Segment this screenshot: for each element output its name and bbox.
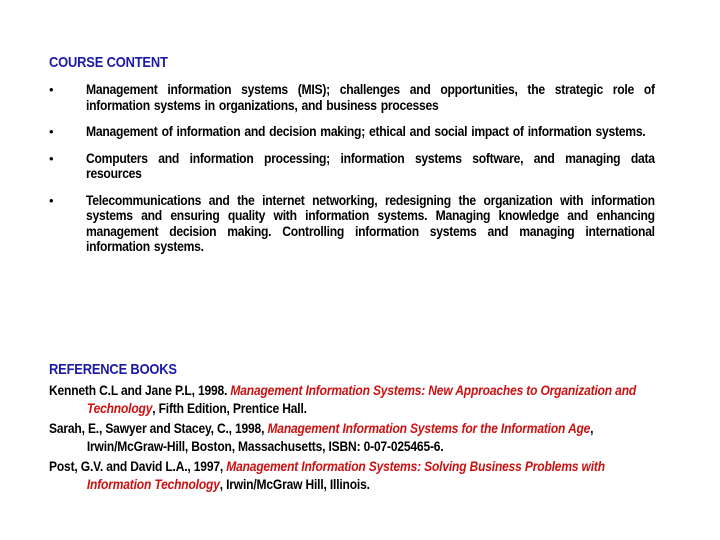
course-content-heading: COURSE CONTENT: [49, 54, 168, 71]
reference-list: [49, 381, 642, 495]
reference-books-heading: REFERENCE BOOKS: [49, 361, 177, 378]
reference-authors: Kenneth C.L and Jane P.L, 1998.: [49, 382, 231, 398]
reference-details: , Fifth Edition, Prentice Hall.: [152, 400, 307, 416]
reference-details: , Irwin/McGraw-Hill, Boston, Massachusetts, ISBN: 0-07-025465-6.: [86, 420, 594, 454]
reference-entry: [49, 457, 642, 493]
list-item: [49, 124, 657, 140]
reference-entry: [49, 381, 642, 417]
course-content-list: [49, 82, 657, 266]
reference-title: Management Information Systems: Solving Business Problems with Information Technology: [86, 458, 605, 492]
bullet-icon: •: [49, 150, 54, 166]
list-item-text: Computers and information processing; information systems software, and managing data resources: [86, 150, 655, 181]
reference-entry: [49, 419, 642, 455]
list-item-text: Management of information and decision making; ethical and social impact of information systems.: [86, 124, 646, 139]
list-item: [49, 193, 657, 255]
bullet-icon: •: [49, 82, 54, 97]
bullet-icon: •: [49, 192, 54, 208]
reference-title: Management Information Systems for the Information Age: [267, 420, 591, 436]
list-item: [49, 151, 657, 182]
reference-authors: Sarah, E., Sawyer and Stacey, C., 1998,: [49, 420, 268, 436]
reference-title: Management Information Systems: New Approaches to Organization and Technology: [86, 382, 637, 416]
list-item-text: Management information systems (MIS); challenges and opportunities, the strategic role of information systems in organizations, and business processes: [86, 82, 655, 113]
reference-authors: Post, G.V. and David L.A., 1997,: [49, 458, 227, 474]
list-item: [49, 82, 657, 113]
reference-details: , Irwin/McGraw Hill, Illinois.: [219, 476, 370, 492]
list-item-text: Telecommunications and the internet networking, redesigning the organization with information systems and ensuring quality with information systems. Managing knowledge and enhancing management decision making. Controlling information systems and managing international information systems.: [86, 192, 655, 254]
bullet-icon: •: [49, 124, 54, 139]
